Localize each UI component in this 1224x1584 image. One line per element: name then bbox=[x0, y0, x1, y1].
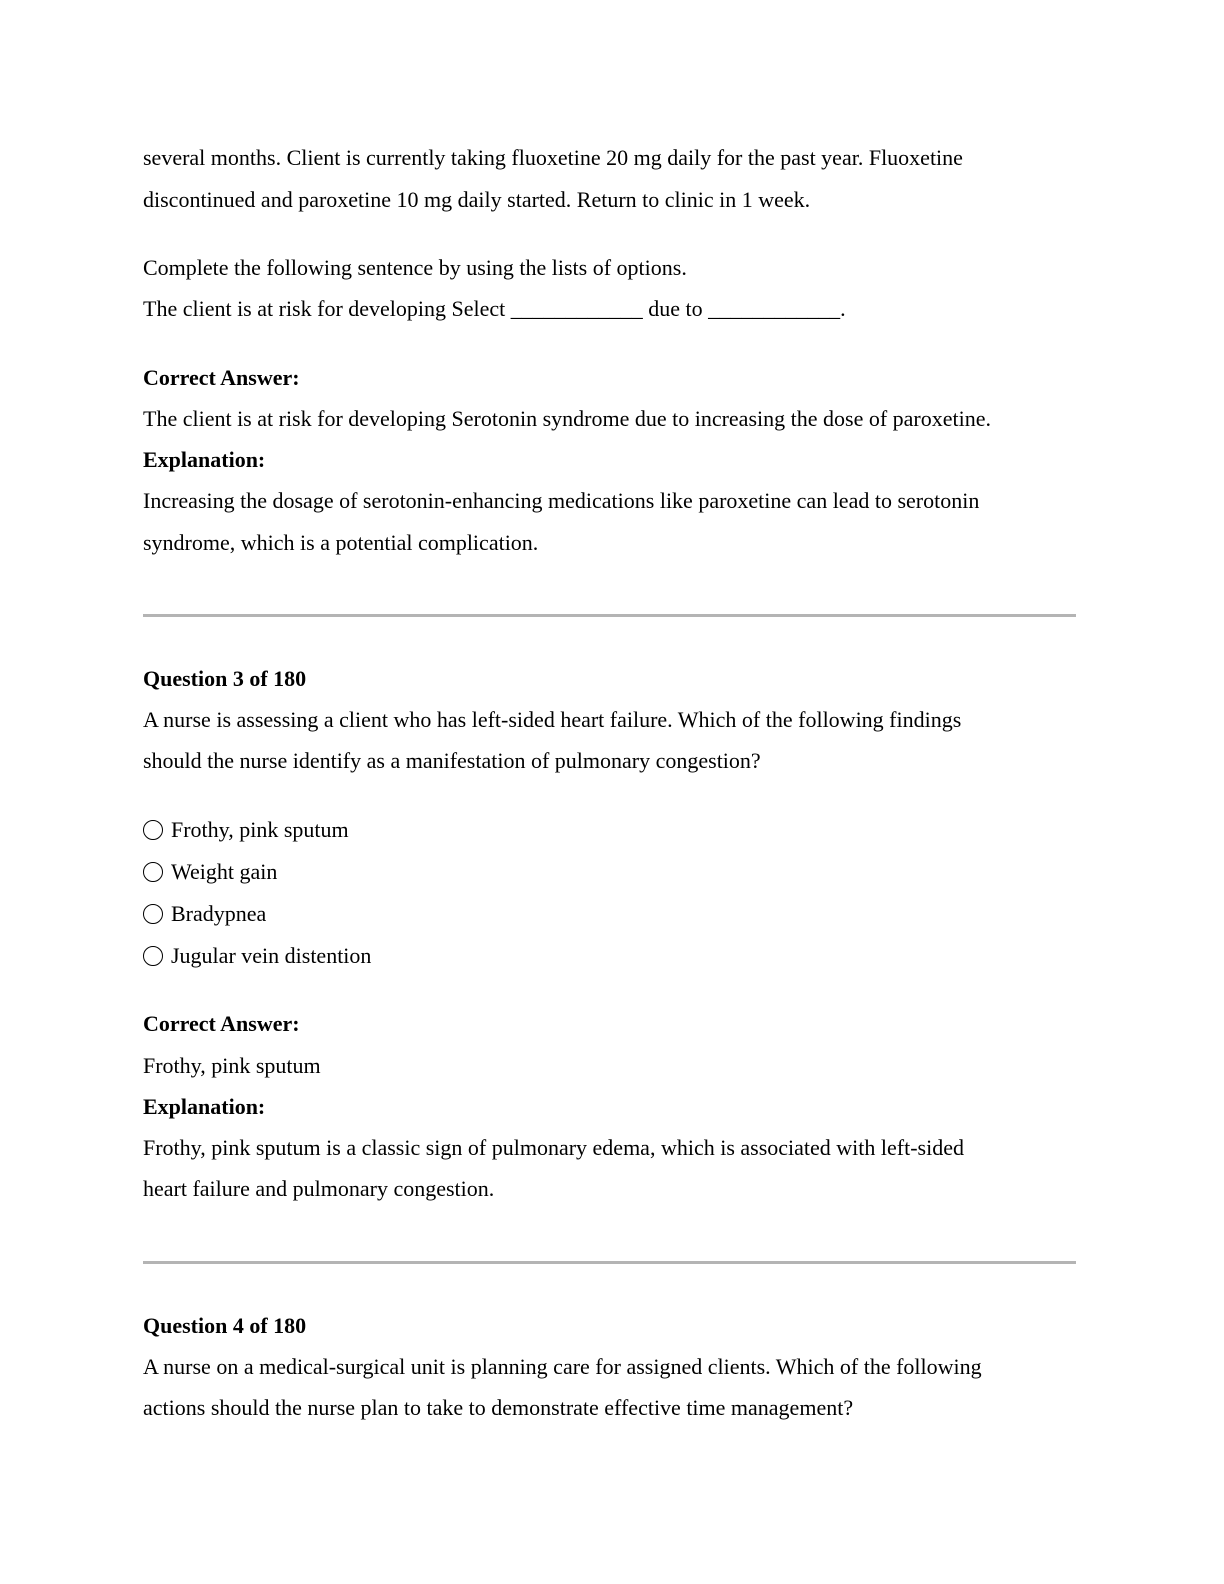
answer-option[interactable] bbox=[143, 816, 349, 844]
answer-option[interactable] bbox=[143, 942, 371, 970]
correct-answer-text: Frothy, pink sputum bbox=[143, 1053, 321, 1078]
answer-option[interactable] bbox=[143, 858, 277, 886]
explanation-label: Explanation: bbox=[143, 447, 266, 472]
explanation-text-line-2: syndrome, which is a potential complication. bbox=[143, 530, 539, 555]
radio-button-icon[interactable] bbox=[143, 946, 163, 966]
answer-option-label: Frothy, pink sputum bbox=[171, 817, 349, 842]
explanation-text-line-1: Increasing the dosage of serotonin-enhancing medications like paroxetine can lead to serotonin bbox=[143, 488, 980, 513]
section-divider bbox=[143, 1261, 1076, 1264]
question-sentence: The client is at risk for developing Select ____________ due to ____________. bbox=[143, 296, 846, 321]
correct-answer-label: Correct Answer: bbox=[143, 365, 300, 390]
question-stem-line-2: should the nurse identify as a manifestation of pulmonary congestion? bbox=[143, 748, 761, 773]
radio-button-icon[interactable] bbox=[143, 820, 163, 840]
question-stem-line-2: actions should the nurse plan to take to demonstrate effective time management? bbox=[143, 1395, 854, 1420]
answer-option[interactable] bbox=[143, 900, 266, 928]
explanation-text-line-1: Frothy, pink sputum is a classic sign of pulmonary edema, which is associated with left-sided bbox=[143, 1135, 964, 1160]
answer-option-label: Weight gain bbox=[171, 859, 278, 884]
answer-option-label: Jugular vein distention bbox=[171, 943, 372, 968]
scenario-text-line-2: discontinued and paroxetine 10 mg daily started. Return to clinic in 1 week. bbox=[143, 187, 811, 212]
question-heading: Question 3 of 180 bbox=[143, 666, 307, 691]
question-instruction: Complete the following sentence by using the lists of options. bbox=[143, 255, 687, 280]
correct-answer-text: The client is at risk for developing Serotonin syndrome due to increasing the dose of paroxetine. bbox=[143, 406, 991, 431]
scenario-text-line-1: several months. Client is currently taking fluoxetine 20 mg daily for the past year. Fluoxetine bbox=[143, 145, 963, 170]
section-divider bbox=[143, 614, 1076, 617]
answer-option-label: Bradypnea bbox=[171, 901, 267, 926]
question-stem-line-1: A nurse is assessing a client who has left-sided heart failure. Which of the following findings bbox=[143, 707, 962, 732]
explanation-text-line-2: heart failure and pulmonary congestion. bbox=[143, 1176, 495, 1201]
question-heading: Question 4 of 180 bbox=[143, 1313, 307, 1338]
radio-button-icon[interactable] bbox=[143, 862, 163, 882]
radio-button-icon[interactable] bbox=[143, 904, 163, 924]
question-stem-line-1: A nurse on a medical-surgical unit is planning care for assigned clients. Which of the following bbox=[143, 1354, 982, 1379]
explanation-label: Explanation: bbox=[143, 1094, 266, 1119]
correct-answer-label: Correct Answer: bbox=[143, 1011, 300, 1036]
